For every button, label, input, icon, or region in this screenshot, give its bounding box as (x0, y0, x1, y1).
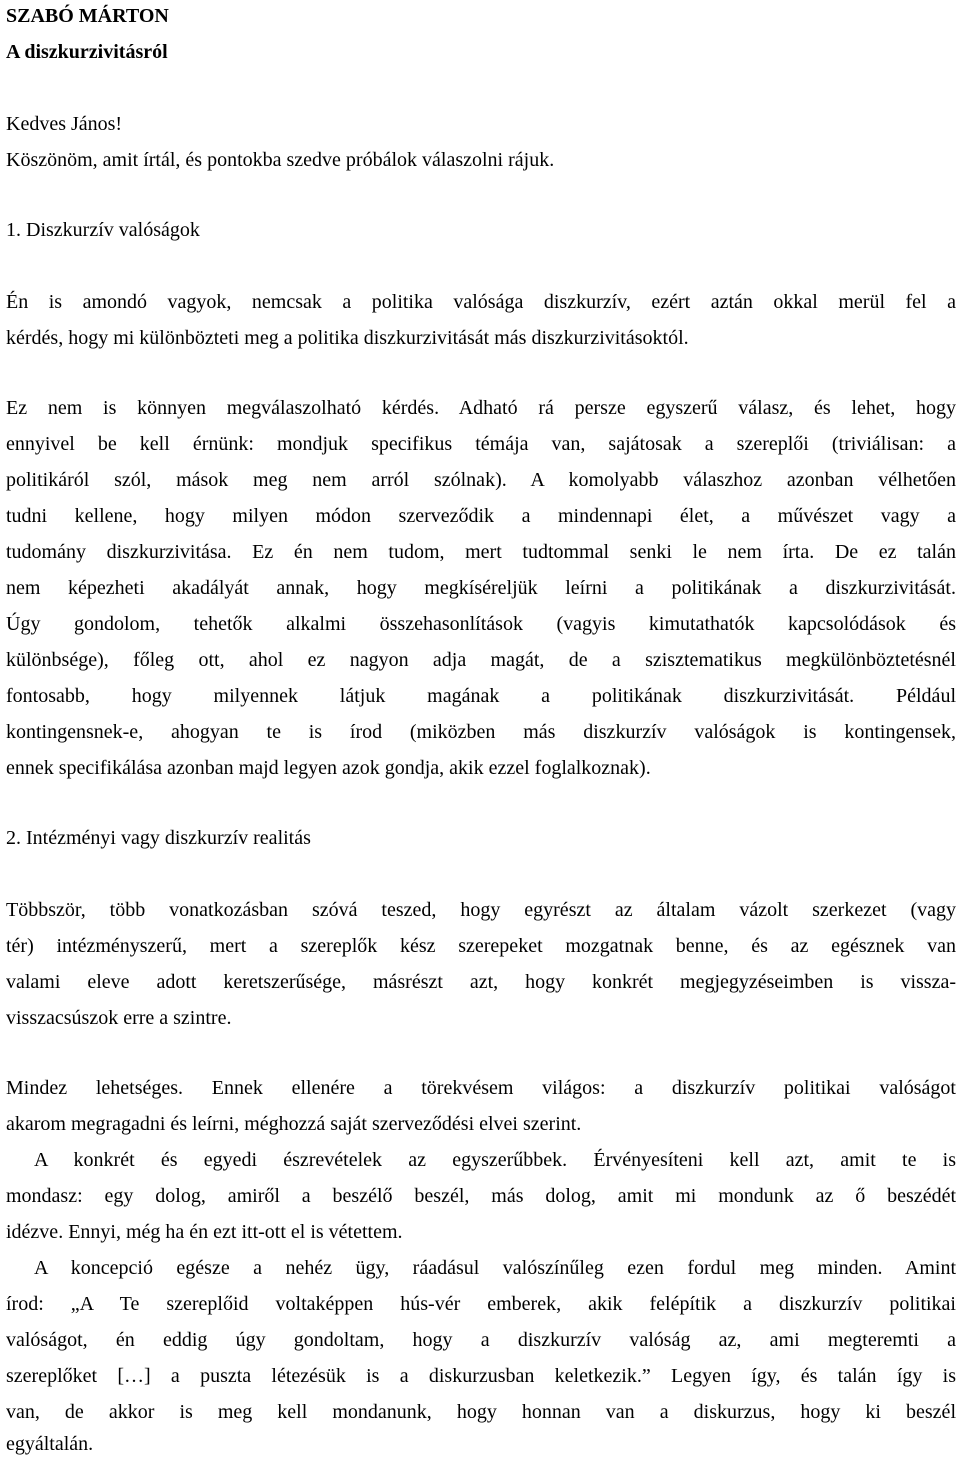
greeting: Kedves János! (6, 113, 123, 135)
paragraph-line: valami eleve adott keretszerűsége, másrészt azt, hogy konkrét megjegyzéseimben is vissza- (6, 971, 956, 993)
paragraph-line: A konkrét és egyedi észrevételek az egyszerűbbek. Érvényesíteni kell azt, amit te is (34, 1149, 956, 1171)
paragraph-line: írod: „A Te szereplőid voltaképpen hús-vér emberek, akik felépítik a diszkurzív politikai (6, 1293, 956, 1315)
paragraph-line: Többször, több vonatkozásban szóvá teszed, hogy egyrészt az általam vázolt szerkezet (vagy (6, 899, 956, 921)
paragraph-line: fontosabb, hogy milyennek látjuk magának a politikának diszkurzivitását. Például (6, 685, 956, 707)
paragraph-line: Ez nem is könnyen megválaszolható kérdés. Adható rá persze egyszerű válasz, és lehet, hogy (6, 397, 956, 419)
paragraph-line: akarom megragadni és leírni, méghozzá saját szerveződési elvei szerint. (6, 1113, 582, 1135)
intro-line: Köszönöm, amit írtál, és pontokba szedve próbálok válaszolni rájuk. (6, 149, 555, 171)
paragraph-line: mondasz: egy dolog, amiről a beszélő beszél, más dolog, amit mi mondunk az ő beszédét (6, 1185, 956, 1207)
paragraph-line: nem képezheti akadályát annak, hogy megkíséreljük leírni a politikának a diszkurzivitását. (6, 577, 956, 599)
document-title: A diszkurzivitásról (6, 41, 168, 63)
paragraph-line: kérdés, hogy mi különbözteti meg a politika diszkurzivitását más diszkurzivitásoktól. (6, 327, 689, 349)
paragraph-line: politikáról szól, mások meg nem arról szólnak). A komolyabb válaszhoz azonban vélhetően (6, 469, 956, 491)
paragraph-line: tér) intézményszerű, mert a szereplők kész szerepeket mozgatnak benne, és az egésznek van (6, 935, 956, 957)
section-1-heading: 1. Diszkurzív valóságok (6, 219, 200, 241)
paragraph-line: A koncepció egésze a nehéz ügy, ráadásul valószínűleg ezen fordul meg minden. Amint (34, 1257, 956, 1279)
paragraph-line: Én is amondó vagyok, nemcsak a politika valósága diszkurzív, ezért aztán okkal merül fel a (6, 291, 956, 313)
paragraph-line: tudni kellene, hogy milyen módon szerveződik a mindennapi élet, a művészet vagy a (6, 505, 956, 527)
paragraph-line: idézve. Ennyi, még ha én ezt itt-ott el is vétettem. (6, 1221, 403, 1243)
paragraph-line: különbsége), főleg ott, ahol ez nagyon adja magát, de a szisztematikus megkülönböztetésnél (6, 649, 956, 671)
paragraph-line: van, de akkor is meg kell mondanunk, hogy honnan van a diskurzus, hogy ki beszél (6, 1401, 956, 1423)
paragraph-line: ennyivel be kell érnünk: mondjuk specifikus témája van, sajátosak a szereplői (triviálisan: a (6, 433, 956, 455)
paragraph-line: ennek specifikálása azonban majd legyen azok gondja, akik ezzel foglalkoznak). (6, 757, 651, 779)
paragraph-line: egyáltalán. (6, 1433, 94, 1455)
paragraph-line: kontingensnek-e, ahogyan te is írod (miközben más diszkurzív valóságok is kontingensek, (6, 721, 956, 743)
paragraph-line: visszacsúszok erre a szintre. (6, 1007, 232, 1029)
author-name: SZABÓ MÁRTON (6, 5, 169, 27)
paragraph-line: valóságot, én eddig úgy gondoltam, hogy a diszkurzív valóság az, ami megteremti a (6, 1329, 956, 1351)
paragraph-line: tudomány diszkurzivitása. Ez én nem tudom, mert tudtommal senki le nem írta. De ez talán (6, 541, 956, 563)
paragraph-line: Mindez lehetséges. Ennek ellenére a törekvésem világos: a diszkurzív politikai valóságot (6, 1077, 956, 1099)
section-2-heading: 2. Intézményi vagy diszkurzív realitás (6, 827, 311, 849)
paragraph-line: Úgy gondolom, tehetők alkalmi összehasonlítások (vagyis kimutathatók kapcsolódások és (6, 613, 956, 635)
paragraph-line: szereplőket […] a puszta létezésük is a diskurzusban keletkezik.” Legyen így, és talán így is (6, 1365, 956, 1387)
